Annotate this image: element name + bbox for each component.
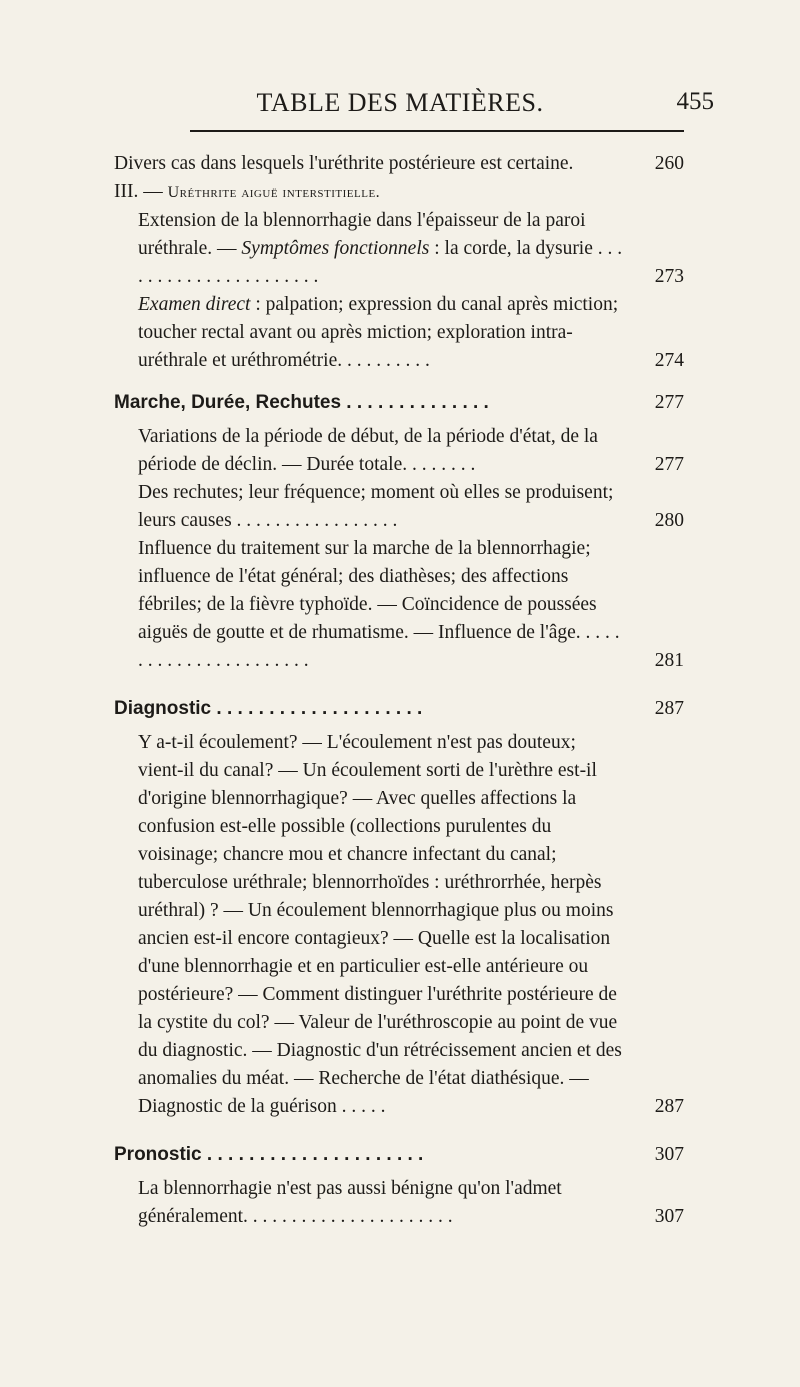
toc-entry bbox=[114, 207, 684, 291]
entry-page: 307 bbox=[654, 1206, 684, 1227]
page-header bbox=[0, 78, 800, 118]
section-diagnostic bbox=[114, 695, 684, 723]
entry-page: 287 bbox=[654, 1096, 684, 1117]
section-page: 287 bbox=[654, 698, 684, 719]
entry-text: Influence du traitement sur la marche de la blennorrhagie; influence de l'état général; des diathèses; des affections fébriles; de la fièvre typhoïde. — Coïncidence de poussées aiguës de goutte et de rhumatisme. — Influence de l'âge. . . . . . . . . . . . . . . . . . . . . . . bbox=[138, 538, 620, 671]
entry-text: : palpation; expression du canal après miction; toucher rectal avant ou après miction; exploration intra-uréthrale et uréthrométrie. . . . . . . . . . bbox=[138, 294, 619, 371]
entry-italic: Symptômes fonctionnels bbox=[241, 238, 430, 259]
page-title: TABLE DES MATIÈRES. bbox=[256, 88, 544, 117]
header-rule bbox=[190, 130, 684, 132]
entry-text: Y a-t-il écoulement? — L'écoulement n'est pas douteux; vient-il du canal? — Un écoulement sorti de l'urèthre est-il d'origine blennorrhagique? — Avec quelles affections la confusion est-elle possible (collections purulentes du voisinage; chancre mou et chancre infectant du canal; tuberculose uréthrale; blennorrhoïdes : uréthrorrhée, herpès uréthral) ? — Un écoulement blennorrhagique plus ou moins ancien est-il encore contagieux? — Quelle est la localisation d'une blennorrhagie et en particulier est-elle antérieure ou postérieure? — Comment distinguer l'uréthrite postérieure de la cystite du col? — Valeur de l'uréthroscopie au point de vue du diagnostic. — Diagnostic d'un rétrécissement ancien et des anomalies du méat. — Recherche de l'état diathésique. — Diagnostic de la guérison . . . . . bbox=[138, 732, 622, 1117]
toc-entry bbox=[114, 150, 684, 178]
toc-entry bbox=[114, 479, 684, 535]
entry-italic: Examen direct bbox=[138, 294, 251, 315]
section-page: 277 bbox=[654, 392, 684, 413]
toc-entry bbox=[114, 535, 684, 675]
section-pronostic bbox=[114, 1141, 684, 1169]
entry-page: 260 bbox=[654, 153, 684, 174]
entry-text: Des rechutes; leur fréquence; moment où elles se produisent; leurs causes . . . . . . . . . . . . . . . . . bbox=[138, 482, 614, 531]
section-title: Marche, Durée, Rechutes . . . . . . . . . . . . . . bbox=[114, 392, 489, 413]
entry-page: 277 bbox=[654, 454, 684, 475]
entry-page: 274 bbox=[654, 350, 684, 371]
subsection-title: Uréthrite aiguë interstitielle. bbox=[167, 184, 381, 201]
section-title: Pronostic . . . . . . . . . . . . . . . . . . . . . bbox=[114, 1144, 424, 1165]
entry-text-part1: Extension de la blennorrhagie dans l'épaisseur de la paroi uréthrale. — bbox=[138, 210, 586, 259]
page-number: 455 bbox=[676, 88, 714, 115]
toc-entry bbox=[114, 729, 684, 1121]
subsection-heading bbox=[114, 178, 684, 207]
entry-text: La blennorrhagie n'est pas aussi bénigne qu'on l'admet généralement. . . . . . . . . . . . . . . . . . . . . . bbox=[138, 1178, 562, 1227]
entry-page: 281 bbox=[654, 650, 684, 671]
section-marche bbox=[114, 389, 684, 417]
toc-entry bbox=[114, 423, 684, 479]
entry-text-part2: : la corde, la dysurie . . . . . . . . . . . . . . . . . . . . . . bbox=[138, 238, 623, 287]
toc-entry bbox=[114, 1175, 684, 1231]
entry-page: 273 bbox=[654, 266, 684, 287]
toc-body bbox=[114, 150, 684, 1231]
subsection-prefix: III. — bbox=[114, 181, 168, 202]
entry-text: Variations de la période de début, de la période d'état, de la période de déclin. — Durée totale. . . . . . . . bbox=[138, 426, 598, 475]
entry-text: Divers cas dans lesquels l'uréthrite postérieure est certaine. bbox=[114, 153, 574, 174]
section-title: Diagnostic . . . . . . . . . . . . . . . . . . . . bbox=[114, 698, 423, 719]
entry-page: 280 bbox=[654, 510, 684, 531]
toc-entry bbox=[114, 291, 684, 375]
section-page: 307 bbox=[654, 1144, 684, 1165]
